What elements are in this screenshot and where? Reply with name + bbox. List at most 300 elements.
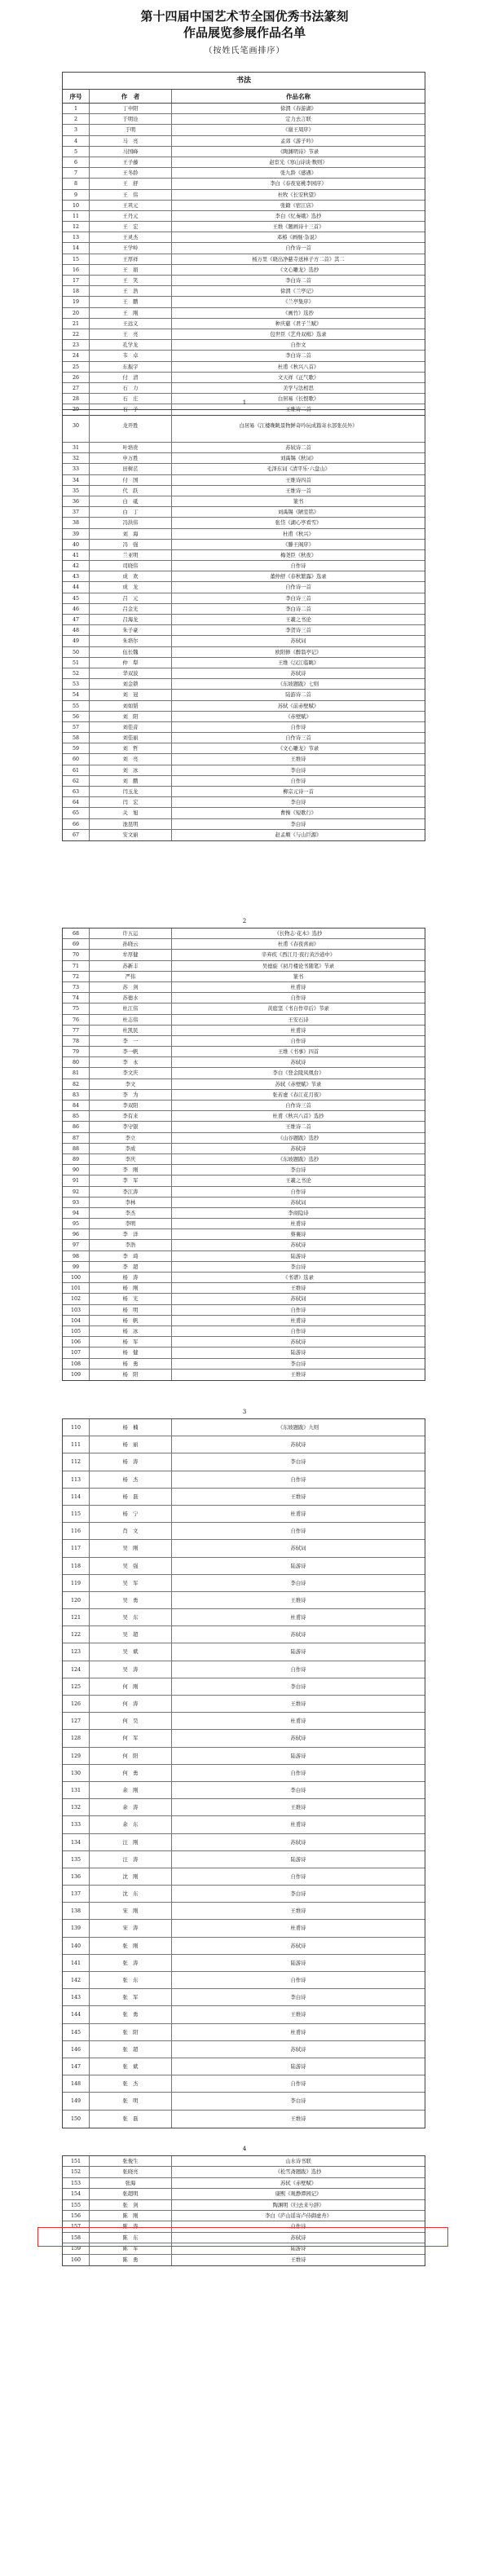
row-work: 苏轼《赤壁赋》节录 (275, 1081, 322, 1087)
row-number: 137 (63, 1886, 90, 1902)
row-number: 69 (63, 939, 90, 949)
row-work: 《谢王周序》 (283, 127, 314, 134)
table-row (63, 1154, 425, 1165)
row-author: 仲 犁 (90, 658, 172, 668)
row-number: 132 (63, 1799, 90, 1815)
row-author: 何 军 (90, 1730, 172, 1746)
row-work: 《东坡题跋》七则 (277, 681, 319, 688)
table-row (63, 507, 425, 518)
row-author: 吴 军 (90, 1575, 172, 1591)
row-number: 120 (63, 1592, 90, 1608)
row-author: 杨 涛 (90, 1273, 172, 1282)
table-row (63, 286, 425, 297)
row-work: 康熙《观静潭园记》 (275, 2191, 322, 2198)
row-work: 自作诗 (290, 1476, 306, 1483)
row-work: 苏轼词 (290, 1296, 306, 1303)
row-work: 苏轼诗 (290, 1442, 306, 1449)
highlight-box (37, 2227, 448, 2247)
table-row (63, 1068, 425, 1078)
row-author: 刘 哲 (90, 743, 172, 753)
row-work: 陆游诗 (290, 1350, 306, 1356)
row-work: 篆书 (293, 973, 304, 980)
row-number: 135 (63, 1851, 90, 1868)
row-number: 95 (63, 1219, 90, 1228)
table-row (63, 2041, 425, 2058)
row-work: 王维诗 (290, 1493, 306, 1500)
row-number: 156 (63, 2211, 90, 2221)
row-work: 张籍《宿江店》 (280, 202, 317, 209)
table-row (63, 1972, 425, 1989)
row-number: 9 (63, 190, 90, 200)
row-number: 116 (63, 1523, 90, 1539)
row-work: 吴德旋《初月楼论书随笔》节录 (262, 963, 335, 969)
row-number: 41 (63, 550, 90, 560)
row-author: 刘如韬 (90, 701, 172, 711)
row-author: 张 超 (90, 2041, 172, 2058)
row-author: 苏新丰 (90, 961, 172, 971)
row-author: 李 为 (90, 1090, 172, 1100)
table-row (63, 582, 425, 593)
row-author: 吴 斌 (90, 1643, 172, 1660)
row-number: 146 (63, 2041, 90, 2058)
row-author: 张 斌 (90, 2058, 172, 2075)
row-work: 苏轼诗 (290, 1943, 306, 1949)
row-number: 20 (63, 308, 90, 318)
row-work: 自作诗 (290, 995, 306, 1002)
row-work: 苏轼诗 (290, 1839, 306, 1846)
row-author: 王 鹏 (90, 297, 172, 307)
row-work: 自作诗 (290, 1873, 306, 1880)
row-author: 东振宇 (90, 362, 172, 372)
table-row (63, 496, 425, 507)
row-work: 美学与法相思 (283, 385, 314, 391)
row-work: 《画竹》选抄 (283, 310, 314, 316)
row-work: 王维诗 (290, 2115, 306, 2122)
row-number: 48 (63, 625, 90, 635)
row-number: 50 (63, 647, 90, 657)
table-sheet-2 (62, 409, 425, 841)
row-number: 150 (63, 2111, 90, 2128)
row-author: 刘金锁 (90, 679, 172, 689)
row-author: 宋 刚 (90, 1903, 172, 1919)
row-work: 苏轼诗 (290, 1242, 306, 1249)
row-author: 吴 东 (90, 1609, 172, 1625)
row-number: 147 (63, 2058, 90, 2075)
table-row (63, 2111, 425, 2128)
row-author: 李守银 (90, 1122, 172, 1131)
row-work: 王维诗 (290, 2012, 306, 2018)
row-number: 51 (63, 658, 90, 668)
table-row (63, 329, 425, 340)
row-work: 王维诗二首 (285, 1124, 311, 1131)
row-number: 55 (63, 701, 90, 711)
row-author: 代 跃 (90, 486, 172, 496)
row-number: 40 (63, 540, 90, 549)
table-row (63, 1523, 425, 1540)
row-author: 张 勇 (90, 2006, 172, 2022)
row-author: 杨 健 (90, 1348, 172, 1357)
row-number: 80 (63, 1057, 90, 1067)
row-number: 101 (63, 1283, 90, 1293)
row-work: 李白《忆秦娥》选抄 (275, 213, 322, 219)
row-author: 张 东 (90, 1972, 172, 1988)
row-author: 白 丁 (90, 507, 172, 517)
row-work: 杜甫诗 (290, 1615, 306, 1621)
row-work: 《东坡题跋》九则 (277, 1425, 319, 1431)
table-row (63, 297, 425, 307)
row-author: 王巩元 (90, 201, 172, 210)
table-row (63, 1144, 425, 1154)
row-work: 自作诗 (290, 2224, 306, 2230)
row-work: 王维诗 (290, 2256, 306, 2263)
row-author: 池昆明 (90, 819, 172, 829)
row-work: 自作诗一首 (285, 245, 311, 252)
row-author: 刘 冰 (90, 765, 172, 775)
row-number: 65 (63, 808, 90, 818)
row-number: 1 (63, 104, 90, 113)
row-work: 苏轼词 (290, 1199, 306, 1206)
row-author: 余 刚 (90, 1782, 172, 1798)
table-row (63, 950, 425, 960)
row-number: 30 (63, 410, 90, 442)
row-work: 白居易《长恨歌》 (277, 396, 319, 403)
row-author: 杨 军 (90, 1337, 172, 1347)
table-row (63, 1101, 425, 1111)
table-row (63, 2200, 425, 2211)
row-author: 李 洋 (90, 1229, 172, 1239)
row-author: 叶培贵 (90, 443, 172, 452)
table-row (63, 1453, 425, 1471)
table-row (63, 797, 425, 808)
row-author: 王 娟 (90, 265, 172, 275)
table-row (63, 615, 425, 625)
row-author: 何 涛 (90, 1696, 172, 1712)
table-row (63, 1251, 425, 1262)
row-work: 王羲之书论 (285, 617, 311, 623)
table-row (63, 1326, 425, 1337)
row-author: 杜江伟 (90, 1003, 172, 1013)
row-work: 辛弃疾《西江月·夜行黄沙道中》 (261, 952, 336, 959)
row-work: 自作诗 (290, 778, 306, 784)
row-number: 86 (63, 1122, 90, 1131)
row-author: 汪 刚 (90, 1834, 172, 1850)
row-number: 113 (63, 1471, 90, 1488)
row-work: 陆游诗 (290, 1753, 306, 1759)
row-work: 董仲舒《春秋繁露》选录 (270, 574, 327, 580)
row-number: 124 (63, 1661, 90, 1678)
row-author: 杨 光 (90, 1294, 172, 1303)
row-number: 12 (63, 222, 90, 232)
row-author: 杜凯民 (90, 1026, 172, 1035)
row-work: 王维诗 (290, 1908, 306, 1915)
row-number: 141 (63, 1955, 90, 1971)
row-author: 于明 (90, 125, 172, 135)
table-row (63, 571, 425, 582)
table-row (63, 125, 425, 135)
table-row (63, 1868, 425, 1886)
row-author: 余 东 (90, 1816, 172, 1833)
row-number: 64 (63, 797, 90, 807)
row-number: 89 (63, 1154, 90, 1164)
table-row (63, 1955, 425, 1972)
row-number: 108 (63, 1359, 90, 1369)
row-number: 49 (63, 636, 90, 646)
table-row (63, 1262, 425, 1273)
table-row (63, 2058, 425, 2075)
row-number: 16 (63, 265, 90, 275)
table-row (63, 604, 425, 615)
row-work: 篆书 (293, 498, 304, 505)
row-author: 杨 涛 (90, 1453, 172, 1470)
row-author: 李文庆 (90, 1068, 172, 1078)
row-work: 王羲之书论 (285, 1178, 311, 1184)
table-row (63, 2156, 425, 2167)
row-number: 43 (63, 571, 90, 581)
row-work: 《文心雕龙》节录 (277, 746, 319, 752)
row-author: 刘 冠 (90, 690, 172, 699)
table-row (63, 1057, 425, 1068)
row-author: 朱培尔 (90, 636, 172, 646)
row-number: 26 (63, 373, 90, 382)
row-work: 《赤壁赋》 (285, 713, 311, 720)
table-row (63, 1003, 425, 1014)
row-number: 106 (63, 1337, 90, 1347)
table-row (63, 340, 425, 351)
row-work: 杨万里《晓出净慈寺送林子方二首》其二 (252, 256, 345, 262)
row-author: 杨 刚 (90, 1283, 172, 1293)
table-row (63, 1015, 425, 1026)
row-author: 成 龙 (90, 582, 172, 592)
row-number: 134 (63, 1834, 90, 1850)
row-author: 吴 超 (90, 1626, 172, 1643)
row-author: 张 涛 (90, 1955, 172, 1971)
row-number: 107 (63, 1348, 90, 1357)
row-number: 154 (63, 2189, 90, 2199)
row-number: 24 (63, 351, 90, 360)
table-row (63, 712, 425, 722)
row-author: 何 刚 (90, 1678, 172, 1695)
row-number: 32 (63, 453, 90, 463)
table-row (63, 1730, 425, 1747)
row-number: 25 (63, 362, 90, 372)
row-number: 39 (63, 529, 90, 539)
row-number: 96 (63, 1229, 90, 1239)
row-number: 14 (63, 243, 90, 253)
row-number: 123 (63, 1643, 90, 1660)
row-number: 54 (63, 690, 90, 699)
row-number: 103 (63, 1305, 90, 1315)
row-work: 自作诗 (290, 2081, 306, 2088)
row-work: 《兰亭集序》 (283, 299, 314, 306)
row-number: 140 (63, 1938, 90, 1954)
table-row (63, 475, 425, 486)
row-number: 38 (63, 518, 90, 527)
row-number: 28 (63, 394, 90, 404)
table-row (63, 776, 425, 787)
row-author: 杨 勇 (90, 1359, 172, 1369)
row-number: 76 (63, 1015, 90, 1025)
row-author: 冯洪伟 (90, 518, 172, 527)
row-work: 杜牧《长安秋望》 (277, 192, 319, 198)
row-work: 《书谱》选录 (283, 1275, 314, 1281)
table-row (63, 561, 425, 571)
row-number: 79 (63, 1047, 90, 1056)
table-row (63, 929, 425, 939)
row-number: 127 (63, 1713, 90, 1729)
row-number: 22 (63, 329, 90, 339)
table-row (63, 1886, 425, 1903)
row-author: 何 昊 (90, 1713, 172, 1729)
row-work: 苏轼《前赤壁赋》 (277, 703, 319, 709)
table-row (63, 1036, 425, 1047)
row-number: 27 (63, 383, 90, 393)
table-row (63, 373, 425, 383)
table-row (63, 787, 425, 797)
row-number: 21 (63, 319, 90, 329)
table-row (63, 168, 425, 179)
table-row (63, 1592, 425, 1609)
row-author: 关 旭 (90, 808, 172, 818)
row-number: 56 (63, 712, 90, 721)
row-author: 张俊生 (90, 2156, 172, 2166)
row-work: 《松雪斋题跋》选抄 (275, 2169, 322, 2176)
row-number: 126 (63, 1696, 90, 1712)
table-row (63, 1122, 425, 1132)
row-author: 丁申阳 (90, 104, 172, 113)
row-author: 白 砥 (90, 496, 172, 506)
row-author: 许五运 (90, 929, 172, 938)
row-author: 孙晓云 (90, 939, 172, 949)
row-number: 42 (63, 561, 90, 571)
row-work: 苏轼诗 (290, 670, 306, 677)
row-work: 杜甫诗 (290, 1925, 306, 1932)
row-work: 王维《题画诗十三首》 (272, 224, 324, 231)
row-number: 23 (63, 340, 90, 350)
table-row (63, 351, 425, 361)
row-author: 田树苌 (90, 464, 172, 474)
table-row (63, 486, 425, 496)
row-number: 129 (63, 1748, 90, 1764)
table-row (63, 679, 425, 690)
table-row (63, 1903, 425, 1920)
row-author: 严伟 (90, 972, 172, 981)
row-work: 苏轼诗 (290, 1145, 306, 1152)
row-work: 《文心雕龙》选抄 (277, 267, 319, 273)
row-work: 孟郊《游子吟》 (280, 138, 317, 144)
row-author: 李杰 (90, 1208, 172, 1218)
row-number: 10 (63, 201, 90, 210)
row-work: 自作诗三首 (285, 735, 311, 742)
row-author: 宋 涛 (90, 1920, 172, 1936)
row-work: 王维《书事》四首 (277, 1049, 319, 1056)
table-row (63, 1540, 425, 1557)
table-row (63, 972, 425, 982)
table-row (63, 1359, 425, 1370)
table-row (63, 147, 425, 157)
row-work: 苏轼诗二首 (285, 445, 311, 451)
row-author: 陈 勇 (90, 2255, 172, 2265)
table-row (63, 625, 425, 636)
table-row (63, 1575, 425, 1592)
table-row (63, 1471, 425, 1489)
row-author: 李有来 (90, 1111, 172, 1121)
row-number: 136 (63, 1868, 90, 1885)
row-number: 67 (63, 830, 90, 840)
row-work: 杜甫《秋兴八首》 (277, 364, 319, 370)
row-author: 于明诠 (90, 114, 172, 124)
row-author: 吴 刚 (90, 1540, 172, 1556)
document-title-line1: 第十四届中国艺术节全国优秀书法篆刻 (140, 9, 349, 24)
table-row (63, 410, 425, 443)
row-number: 83 (63, 1090, 90, 1100)
table-row (63, 190, 425, 201)
document-subtitle: （按姓氏笔画排序） (204, 46, 285, 55)
row-number: 18 (63, 286, 90, 296)
table-row (63, 1489, 425, 1506)
row-work: 山水诗书联 (285, 2159, 311, 2164)
row-work: 文天祥《正气歌》 (277, 374, 319, 381)
row-number: 45 (63, 593, 90, 603)
row-author: 苏德水 (90, 993, 172, 1003)
document-title-line2: 作品展览参展作品名单 (183, 25, 306, 40)
row-author: 杜志伟 (90, 1015, 172, 1025)
row-author: 王 浩 (90, 286, 172, 296)
row-work: 王维诗二首 (285, 407, 311, 413)
row-number: 100 (63, 1273, 90, 1282)
table-row (63, 550, 425, 561)
row-author: 杨 宁 (90, 1506, 172, 1522)
table-row (63, 243, 425, 254)
row-author: 汪 涛 (90, 1851, 172, 1868)
row-author: 申万胜 (90, 453, 172, 463)
row-work: 苏轼诗 (290, 1736, 306, 1742)
row-author: 吕 元 (90, 593, 172, 603)
row-number: 85 (63, 1111, 90, 1121)
row-number: 128 (63, 1730, 90, 1746)
row-work: 杜甫诗 (290, 1511, 306, 1517)
row-author: 张 杰 (90, 2075, 172, 2092)
row-work: 自作诗 (290, 1307, 306, 1313)
row-work: 自作诗 (290, 563, 306, 570)
row-author: 兰亚明 (90, 550, 172, 560)
row-work: 李白诗 (290, 821, 306, 827)
row-number: 90 (63, 1165, 90, 1175)
table-sheet-4 (62, 1418, 425, 2128)
row-number: 72 (63, 972, 90, 981)
row-author: 陈 刚 (90, 2211, 172, 2221)
table-row (63, 1348, 425, 1358)
row-work: 邓椿《画继·杂说》 (276, 235, 320, 241)
table-row (63, 1678, 425, 1696)
row-number: 47 (63, 615, 90, 624)
row-work: 杜甫《秋兴》 (283, 531, 314, 537)
row-author: 李 永 (90, 1057, 172, 1067)
row-number: 6 (63, 157, 90, 167)
table-row (63, 1851, 425, 1868)
row-number: 88 (63, 1144, 90, 1153)
table-row (63, 1305, 425, 1316)
row-work: 李贺诗三首 (285, 628, 311, 634)
row-number: 117 (63, 1540, 90, 1556)
table-row (63, 1229, 425, 1240)
table-row (63, 136, 425, 147)
row-number: 73 (63, 982, 90, 992)
row-author: 冯 强 (90, 540, 172, 549)
row-author: 李双阳 (90, 1101, 172, 1110)
row-work: 王维诗 (290, 1701, 306, 1707)
row-work: 王维《汉江临眺》 (277, 659, 319, 666)
row-author: 王 笑 (90, 276, 172, 285)
